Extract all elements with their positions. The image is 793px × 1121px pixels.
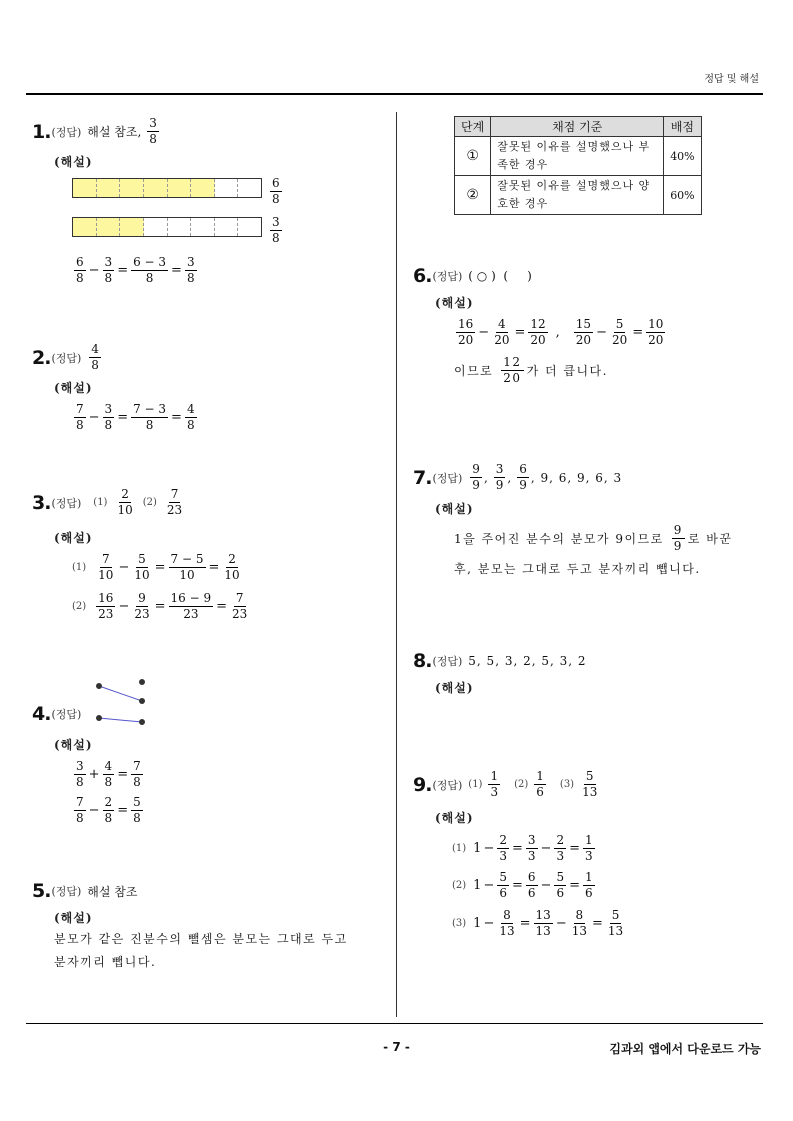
q3-equation-1: (1) $\frac{7}{10}$ − $\frac{5}{10}$ = $\frac{7 - 5}{10}$ = $\frac{2}{10}$ <box>72 552 240 582</box>
table-header: 배점 <box>664 117 701 137</box>
q1-equation: $\frac{6}{8}$ − $\frac{3}{8}$ = $\frac{6 - 3}{8}$ = $\frac{3}{8}$ <box>76 255 195 285</box>
header-title: 정답 및 해설 <box>704 74 759 85</box>
question-number: 6. <box>413 265 432 287</box>
question-number: 8. <box>413 650 432 672</box>
question-number: 9. <box>413 773 432 796</box>
q1-answer-line <box>32 117 161 146</box>
answer-label: (정답) <box>432 778 463 792</box>
q3-equation-2: (2) $\frac{16}{23}$ − $\frac{9}{23}$ = $\frac{16 - 9}{23}$ = $\frac{7}{23}$ <box>72 591 248 621</box>
bar-fraction-label: $\frac{6}{8}$ <box>272 176 280 206</box>
table-header: 채점 기준 <box>491 117 664 137</box>
answer-label: (정답) <box>51 885 82 898</box>
q9-equation-3: (3) 1 − $\frac{8}{13}$ = $\frac{13}{13}$ − $\frac{8}{13}$ = $\frac{5}{13}$ <box>452 908 624 938</box>
table-row: ② 잘못된 이유를 설명했으나 양호한 경우 60% <box>455 176 702 215</box>
answer-label: (정답) <box>432 471 463 485</box>
explanation-label: (해설) <box>435 296 474 310</box>
table-row: ① 잘못된 이유를 설명했으나 부족한 경우 40% <box>455 137 702 176</box>
answer-label: (정답) <box>51 351 82 365</box>
q3-answer-line: 3. (정답) (1) $\frac{2}{10}$ (2) $\frac{7}{23}$ <box>32 487 183 517</box>
explanation-label: (해설) <box>435 681 474 695</box>
q5-answer-line <box>32 880 141 902</box>
matching-lines-diagram <box>92 675 152 730</box>
question-number: 3. <box>32 491 51 514</box>
explanation-label: (해설) <box>435 502 474 516</box>
question-number: 7. <box>413 466 432 489</box>
q9-equation-2: (2) 1 − $\frac{5}{6}$ = $\frac{6}{6}$ − $\frac{5}{6}$ = $\frac{1}{6}$ <box>452 870 593 900</box>
explanation-label: (해설) <box>54 381 93 395</box>
q4-answer-line <box>32 703 87 725</box>
answer-text: 5, 5, 3, 2, 5, 3, 2 <box>468 654 587 668</box>
q2-answer-line <box>32 343 103 372</box>
answer-label: (정답) <box>51 125 82 139</box>
header-divider <box>26 93 763 95</box>
explanation-label: (해설) <box>54 531 93 545</box>
question-number: 4. <box>32 703 51 725</box>
q4-equation-1: $\frac{3}{8}$ + $\frac{4}{8}$ = $\frac{7}{8}$ <box>76 759 141 789</box>
answer-text: ( ○ ) ( ) <box>468 269 532 283</box>
question-number: 1. <box>32 120 51 143</box>
footer-divider <box>26 1023 763 1024</box>
answer-label: (정답) <box>432 655 463 668</box>
explanation-text: 분모가 같은 진분수의 뺄셈은 분모는 그대로 두고 <box>54 932 348 946</box>
grading-table <box>454 116 702 215</box>
bar-fraction-label: $\frac{3}{8}$ <box>272 215 280 245</box>
answer-text: 해설 참조, <box>87 125 142 139</box>
page-number: - 7 - <box>383 1040 410 1054</box>
explanation-label: (해설) <box>435 811 474 825</box>
answer-text: 해설 참조 <box>87 884 138 899</box>
q7-answer-line: 7. (정답) $\frac{9}{9}$ , $\frac{3}{9}$ , $\frac{6}{9}$ , 9, 6, 9, 6, 3 <box>413 462 623 492</box>
q2-equation: $\frac{7}{8}$ − $\frac{3}{8}$ = $\frac{7 - 3}{8}$ = $\frac{4}{8}$ <box>76 402 195 432</box>
answer-fraction: $\frac{4}{8}$ <box>91 342 99 372</box>
explanation-label: (해설) <box>54 738 93 752</box>
fraction-bar-6-8 <box>72 178 262 198</box>
column-divider <box>396 112 397 1017</box>
footer-note: 김과외 앱에서 다운로드 가능 <box>609 1042 761 1056</box>
answer-fraction: $\frac{3}{8}$ <box>149 116 157 146</box>
q6-equations: $\frac{16}{20}$ − $\frac{4}{20}$ = $\frac{12}{20}$ , $\frac{15}{20}$ − $\frac{5}{20}$ = $\frac{10}{20}$ <box>458 317 664 347</box>
fraction-bar-3-8 <box>72 217 262 237</box>
q9-answer-line: 9. (정답) (1) $\frac{1}{3}$ (2) $\frac{1}{6}$ (3) $\frac{5}{13}$ <box>413 769 598 799</box>
q7-explanation-line-2: 후, 분모는 그대로 두고 분자끼리 뺍니다. <box>454 562 701 576</box>
answer-label: (정답) <box>51 496 82 510</box>
q9-equation-1: (1) 1 − $\frac{2}{3}$ = $\frac{3}{3}$ − $\frac{2}{3}$ = $\frac{1}{3}$ <box>452 833 593 863</box>
explanation-text: 분자끼리 뺍니다. <box>54 955 157 969</box>
q8-answer-line <box>413 650 591 672</box>
explanation-label: (해설) <box>54 911 93 925</box>
q6-answer-line <box>413 265 536 287</box>
q6-conclusion: 이므로 $\frac{12}{20}$ 가 더 큽니다. <box>454 355 608 385</box>
q7-explanation-line-1: 1을 주어진 분수의 분모가 9이므로 $\frac{9}{9}$ 로 바꾼 <box>454 523 733 553</box>
answer-label: (정답) <box>432 270 463 283</box>
answer-label: (정답) <box>51 708 82 721</box>
explanation-label: (해설) <box>54 155 93 169</box>
question-number: 2. <box>32 346 51 369</box>
q4-equation-2: $\frac{7}{8}$ − $\frac{2}{8}$ = $\frac{5}{8}$ <box>76 795 141 825</box>
table-header: 단계 <box>455 117 491 137</box>
question-number: 5. <box>32 880 51 902</box>
